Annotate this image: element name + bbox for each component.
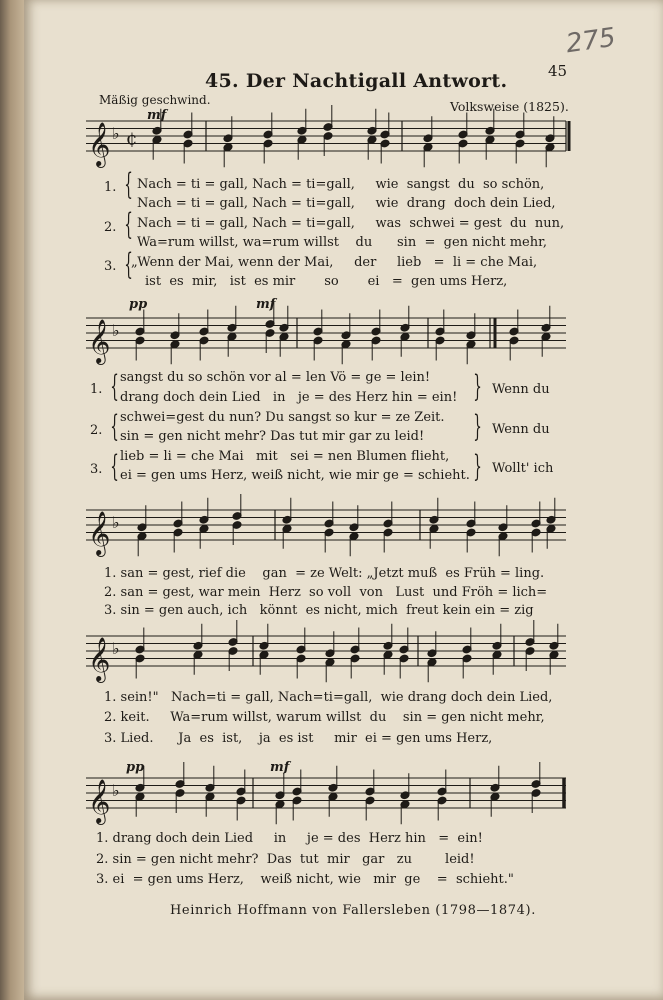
lyric-line: Nach = ti = gall, Nach = ti=gall, was schwei = gest du nun, [137,216,565,231]
dynamic-pp-1: pp [129,297,148,312]
lyric-line: Wa=rum willst, wa=rum willst du sin = gen nicht mehr, [137,235,548,250]
melody-origin: Volksweise (1825). [450,99,569,114]
pencil-page-annotation: 275 [564,22,618,60]
lyric-line: „Wenn der Mai, wenn der Mai, der lieb = li = che Mai, [131,255,538,270]
lyric-line: 3. sin = gen auch, ich könnt es nicht, mich freut kein ein = zig [104,603,534,618]
treble-clef-icon: 𝄞 [88,637,111,681]
dynamic-pp-2: pp [126,760,145,775]
lyric-line: sin = gen nicht mehr? Das tut mir gar zu leid! [120,429,425,444]
verse-brace: { [124,207,133,242]
dynamic-mf-1: mf [147,108,167,123]
flat-sign-icon: ♭ [112,321,120,340]
verse-brace-right: } [473,369,482,404]
verse-brace: { [110,409,119,444]
verse-number-2: 2. [90,423,103,438]
author-credit: Heinrich Hoffmann von Fallersleben (1798—1874). [170,903,536,918]
lyric-line: 3. Lied. Ja es ist, ja es ist mir ei = gen ums Herz, [104,731,493,746]
song-title: 45. Der Nachtigall Antwort. [205,70,508,92]
verse-brace-right: } [473,449,482,484]
lyric-line: 1. sein!" Nach=ti = gall, Nach=ti=gall, wie drang doch dein Lied, [104,690,553,705]
lyric-line: 2. san = gest, war mein Herz so voll von Lust und Fröh = lich= [104,585,548,600]
verse-brace: { [124,167,133,202]
flat-sign-icon: ♭ [112,124,120,143]
verse-brace: { [110,369,119,404]
lyric-line: lieb = li = che Mai mit sei = nen Blumen flieht, [120,449,450,464]
verse-number-1: 1. [90,382,103,397]
verse-number-3: 3. [90,462,103,477]
verse-brace: { [124,247,133,282]
flat-sign-icon: ♭ [112,513,120,532]
lyric-line: Nach = ti = gall, Nach = ti=gall, wie drang doch dein Lied, [137,196,556,211]
time-signature-icon: ¢ [126,128,138,150]
lyric-line: 1. san = gest, rief die gan = ze Welt: „Jetzt muß es Früh = ling. [104,566,545,581]
lyric-line: schwei=gest du nun? Du sangst so kur = ze Zeit. [120,410,445,425]
page-number: 45 [548,62,568,80]
treble-clef-icon: 𝄞 [88,319,111,363]
lyric-continuation: Wenn du [492,422,550,437]
treble-clef-icon: 𝄞 [88,779,111,823]
treble-clef-icon: 𝄞 [88,511,111,555]
verse-number-3: 3. [104,259,117,274]
lyric-line: 2. keit. Wa=rum willst, warum willst du sin = gen nicht mehr, [104,710,545,725]
treble-clef-icon: 𝄞 [88,122,111,166]
lyric-line: ist es mir, ist es mir so ei = gen ums Herz, [145,274,508,289]
tempo-marking: Mäßig geschwind. [99,93,211,107]
flat-sign-icon: ♭ [112,781,120,800]
verse-number-1: 1. [104,180,117,195]
lyric-line: ei = gen ums Herz, weiß nicht, wie mir ge = schieht. [120,468,470,483]
lyric-line: 2. sin = gen nicht mehr? Das tut mir gar zu leid! [96,852,475,867]
verse-brace-right: } [473,409,482,444]
lyric-line: sangst du so schön vor al = len Vö = ge = lein! [120,370,431,385]
lyric-line: 3. ei = gen ums Herz, weiß nicht, wie mir ge = schieht." [96,872,514,887]
verse-brace: { [110,449,119,484]
verse-number-2: 2. [104,220,117,235]
dynamic-mf-3: mf [270,760,290,775]
lyric-line: Nach = ti = gall, Nach = ti=gall, wie sangst du so schön, [137,177,545,192]
lyric-line: 1. drang doch dein Lied in je = des Herz hin = ein! [96,831,483,846]
lyric-line: drang doch dein Lied in je = des Herz hin = ein! [120,390,458,405]
dynamic-mf-2: mf [256,297,276,312]
lyric-continuation: Wollt' ich [492,461,554,476]
lyric-continuation: Wenn du [492,382,550,397]
flat-sign-icon: ♭ [112,639,120,658]
